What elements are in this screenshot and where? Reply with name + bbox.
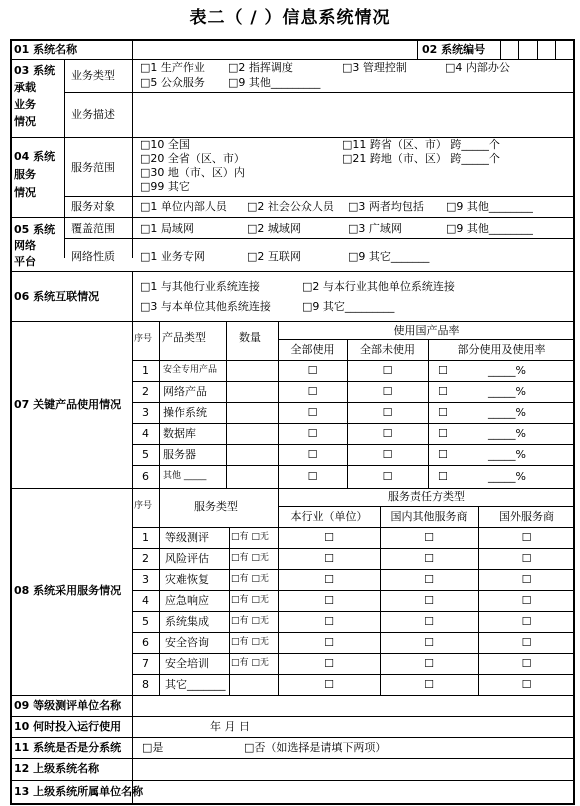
checkbox-icon: ☐ bbox=[438, 470, 448, 483]
percent-field: _____% bbox=[488, 427, 526, 440]
col-none-used: 全部未使用 bbox=[360, 343, 415, 356]
eval-unit-label: 09 等级测评单位名称 bbox=[14, 699, 122, 712]
table-rule bbox=[417, 39, 418, 59]
page-title: 表二（ / ）信息系统情况 bbox=[189, 8, 391, 28]
product-row-type: 其他 _____ bbox=[163, 471, 207, 481]
percent-field: _____% bbox=[488, 448, 526, 461]
col-own-industry: 本行业（单位） bbox=[290, 510, 368, 523]
business-type-option: □4 内部办公 bbox=[445, 61, 510, 74]
checkbox-icon: ☐ bbox=[324, 552, 334, 565]
col-responsible: 服务责任方类型 bbox=[388, 490, 465, 503]
product-row-index: 5 bbox=[142, 448, 149, 461]
network-nature-option: □9 其它_______ bbox=[348, 250, 430, 263]
service-row-index: 4 bbox=[142, 594, 149, 607]
table-rule bbox=[159, 488, 160, 695]
table-rule bbox=[159, 321, 160, 488]
checkbox-icon: ☐ bbox=[521, 594, 532, 607]
has-service-option: □有 □无 bbox=[231, 616, 269, 626]
coverage-option: □9 其他________ bbox=[446, 222, 533, 235]
table-rule bbox=[132, 360, 575, 361]
percent-field: _____% bbox=[488, 406, 526, 419]
service-row-type: 应急响应 bbox=[165, 594, 209, 607]
table-rule bbox=[64, 59, 65, 258]
service-row-index: 3 bbox=[142, 573, 149, 586]
service-section-label: 情况 bbox=[14, 186, 36, 199]
service-section-label: 服务 bbox=[14, 168, 36, 181]
interconnect-option: □1 与其他行业系统连接 bbox=[140, 280, 260, 293]
col-domestic-rate: 使用国产品率 bbox=[393, 324, 460, 337]
service-section-label: 04 系统 bbox=[14, 150, 56, 163]
col-service-type: 服务类型 bbox=[194, 500, 238, 513]
system-name-label: 01 系统名称 bbox=[14, 43, 78, 56]
has-service-option: □有 □无 bbox=[231, 637, 269, 647]
business-desc-label: 业务描述 bbox=[71, 108, 115, 121]
checkbox-icon: ☐ bbox=[521, 531, 532, 544]
table-rule bbox=[10, 217, 575, 218]
checkbox-icon: ☐ bbox=[324, 657, 334, 670]
service-scope-option: □30 地（市、区）内 bbox=[140, 166, 245, 179]
service-row-index: 8 bbox=[142, 678, 149, 691]
col-foreign: 国外服务商 bbox=[499, 510, 554, 523]
checkbox-icon: ☐ bbox=[307, 470, 318, 483]
business-section-label: 03 系统 bbox=[14, 64, 56, 77]
business-section-label: 业务 bbox=[14, 98, 36, 111]
checkbox-icon: ☐ bbox=[424, 552, 434, 565]
table-rule bbox=[132, 569, 575, 570]
has-service-option: □有 □无 bbox=[231, 658, 269, 668]
business-type-option: □9 其他_________ bbox=[228, 76, 321, 89]
service-scope-option: □21 跨地（市、区） 跨_____个 bbox=[342, 152, 500, 165]
checkbox-icon: ☐ bbox=[324, 678, 334, 691]
business-type-option: □2 指挥调度 bbox=[228, 61, 293, 74]
coverage-option: □3 广域网 bbox=[348, 222, 402, 235]
checkbox-icon: ☐ bbox=[424, 636, 434, 649]
checkbox-icon: ☐ bbox=[521, 657, 532, 670]
table-rule bbox=[132, 653, 575, 654]
coverage-option: □2 城域网 bbox=[247, 222, 301, 235]
network-section-label: 平台 bbox=[14, 255, 36, 268]
has-service-option: □有 □无 bbox=[231, 595, 269, 605]
table-rule bbox=[132, 59, 133, 258]
table-rule bbox=[132, 611, 575, 612]
table-rule bbox=[10, 321, 575, 322]
checkbox-icon: ☐ bbox=[521, 678, 532, 691]
product-row-index: 2 bbox=[142, 385, 149, 398]
coverage-label: 覆盖范围 bbox=[71, 222, 115, 235]
has-service-option: □有 □无 bbox=[231, 532, 269, 542]
table-rule bbox=[64, 238, 575, 239]
business-section-label: 承载 bbox=[14, 81, 36, 94]
parent-unit-label: 13 上级系统所属单位名称 bbox=[14, 785, 144, 798]
checkbox-icon: ☐ bbox=[324, 636, 334, 649]
table-rule bbox=[132, 423, 575, 424]
service-row-index: 7 bbox=[142, 657, 149, 670]
service-object-option: □1 单位内部人员 bbox=[140, 200, 227, 213]
checkbox-icon: ☐ bbox=[382, 406, 393, 419]
product-row-index: 6 bbox=[142, 470, 149, 483]
checkbox-icon: ☐ bbox=[382, 470, 393, 483]
checkbox-icon: ☐ bbox=[324, 615, 334, 628]
service-row-type: 安全培训 bbox=[165, 657, 209, 670]
service-row-index: 2 bbox=[142, 552, 149, 565]
start-date-field: 年 月 日 bbox=[210, 720, 250, 733]
table-rule bbox=[10, 59, 575, 60]
network-nature-label: 网络性质 bbox=[71, 250, 115, 263]
table-rule bbox=[537, 39, 538, 59]
service-scope-option: □11 跨省（区、市） 跨_____个 bbox=[342, 138, 500, 151]
service-row-type: 等级测评 bbox=[165, 531, 209, 544]
service-row-index: 6 bbox=[142, 636, 149, 649]
service-row-type: 其它_______ bbox=[165, 678, 226, 691]
has-service-option: □有 □无 bbox=[231, 574, 269, 584]
col-all-used: 全部使用 bbox=[290, 343, 335, 356]
col-partial-used: 部分使用及使用率 bbox=[457, 343, 546, 356]
business-type-label: 业务类型 bbox=[71, 69, 115, 82]
table-rule bbox=[10, 695, 575, 696]
table-rule bbox=[132, 632, 575, 633]
table-rule bbox=[132, 271, 133, 321]
table-rule bbox=[132, 381, 575, 382]
service-row-index: 5 bbox=[142, 615, 149, 628]
service-scope-option: □10 全国 bbox=[140, 138, 190, 151]
business-section-label: 情况 bbox=[14, 115, 36, 128]
checkbox-icon: ☐ bbox=[438, 448, 448, 461]
table-rule bbox=[132, 548, 575, 549]
network-nature-option: □1 业务专网 bbox=[140, 250, 205, 263]
checkbox-icon: ☐ bbox=[324, 531, 334, 544]
table-rule bbox=[518, 39, 519, 59]
interconnect-label: 06 系统互联情况 bbox=[14, 290, 100, 303]
table-rule bbox=[132, 321, 133, 488]
product-row-index: 4 bbox=[142, 427, 149, 440]
checkbox-icon: ☐ bbox=[424, 573, 434, 586]
table-rule bbox=[132, 590, 575, 591]
percent-field: _____% bbox=[488, 470, 526, 483]
checkbox-icon: ☐ bbox=[424, 594, 434, 607]
checkbox-icon: ☐ bbox=[382, 427, 393, 440]
table-rule bbox=[555, 39, 556, 59]
checkbox-icon: ☐ bbox=[382, 385, 393, 398]
service-scope-option: □99 其它 bbox=[140, 180, 190, 193]
checkbox-icon: ☐ bbox=[324, 594, 334, 607]
table-rule bbox=[64, 196, 575, 197]
product-row-index: 1 bbox=[142, 364, 149, 377]
service-row-index: 1 bbox=[142, 531, 149, 544]
product-row-type: 数据库 bbox=[163, 427, 196, 440]
service-object-option: □9 其他________ bbox=[446, 200, 533, 213]
table-rule bbox=[10, 271, 575, 272]
key-product-label: 07 关键产品使用情况 bbox=[14, 398, 122, 411]
table-rule bbox=[10, 39, 12, 805]
table-rule bbox=[132, 402, 575, 403]
table-rule bbox=[10, 488, 575, 489]
network-section-label: 05 系统 bbox=[14, 223, 56, 236]
table-rule bbox=[10, 780, 575, 781]
coverage-option: □1 局域网 bbox=[140, 222, 194, 235]
checkbox-icon: ☐ bbox=[521, 615, 532, 628]
checkbox-icon: ☐ bbox=[438, 364, 448, 377]
checkbox-icon: ☐ bbox=[424, 615, 434, 628]
col-product-type: 产品类型 bbox=[162, 331, 206, 344]
checkbox-icon: ☐ bbox=[424, 678, 434, 691]
table-rule bbox=[10, 716, 575, 717]
col-seq: 序号 bbox=[134, 334, 153, 344]
table-rule bbox=[132, 39, 133, 59]
table-rule bbox=[500, 39, 501, 59]
service-row-type: 灾难恢复 bbox=[165, 573, 209, 586]
product-row-index: 3 bbox=[142, 406, 149, 419]
checkbox-icon: ☐ bbox=[324, 573, 334, 586]
subsystem-yes-option: □是 bbox=[142, 741, 164, 754]
table-rule bbox=[10, 758, 575, 759]
table-rule bbox=[132, 465, 575, 466]
table-rule bbox=[132, 527, 575, 528]
product-row-type: 服务器 bbox=[163, 448, 196, 461]
interconnect-option: □9 其它_________ bbox=[302, 300, 395, 313]
table-rule bbox=[132, 674, 575, 675]
interconnect-option: □3 与本单位其他系统连接 bbox=[140, 300, 271, 313]
checkbox-icon: ☐ bbox=[438, 385, 448, 398]
parent-system-label: 12 上级系统名称 bbox=[14, 762, 100, 775]
percent-field: _____% bbox=[488, 385, 526, 398]
subsystem-no-option: □否（如选择是请填下两项） bbox=[244, 741, 387, 754]
start-date-label: 10 何时投入运行使用 bbox=[14, 720, 122, 733]
checkbox-icon: ☐ bbox=[424, 657, 434, 670]
business-type-option: □3 管理控制 bbox=[342, 61, 407, 74]
checkbox-icon: ☐ bbox=[307, 427, 318, 440]
has-service-option: □有 □无 bbox=[231, 553, 269, 563]
col-domestic: 国内其他服务商 bbox=[390, 510, 468, 523]
table-rule bbox=[10, 39, 575, 41]
subsystem-label: 11 系统是否是分系统 bbox=[14, 741, 122, 754]
interconnect-option: □2 与本行业其他单位系统连接 bbox=[302, 280, 455, 293]
checkbox-icon: ☐ bbox=[382, 448, 393, 461]
network-section-label: 网络 bbox=[14, 239, 36, 252]
product-row-type: 网络产品 bbox=[163, 385, 207, 398]
service-used-label: 08 系统采用服务情况 bbox=[14, 584, 122, 597]
business-type-option: □5 公众服务 bbox=[140, 76, 205, 89]
table-rule bbox=[278, 339, 575, 340]
checkbox-icon: ☐ bbox=[382, 364, 393, 377]
checkbox-icon: ☐ bbox=[521, 552, 532, 565]
checkbox-icon: ☐ bbox=[307, 406, 318, 419]
product-row-type: 安全专用产品 bbox=[163, 365, 218, 375]
table-rule bbox=[10, 737, 575, 738]
checkbox-icon: ☐ bbox=[424, 531, 434, 544]
checkbox-icon: ☐ bbox=[521, 573, 532, 586]
table-rule bbox=[226, 321, 227, 488]
service-row-type: 风险评估 bbox=[165, 552, 209, 565]
checkbox-icon: ☐ bbox=[307, 448, 318, 461]
table-rule bbox=[64, 92, 575, 93]
checkbox-icon: ☐ bbox=[307, 364, 318, 377]
service-object-option: □2 社会公众人员 bbox=[247, 200, 334, 213]
service-scope-label: 服务范围 bbox=[71, 161, 115, 174]
percent-field: _____% bbox=[488, 364, 526, 377]
checkbox-icon: ☐ bbox=[438, 406, 448, 419]
checkbox-icon: ☐ bbox=[521, 636, 532, 649]
table-rule bbox=[132, 444, 575, 445]
service-row-type: 安全咨询 bbox=[165, 636, 209, 649]
table-rule bbox=[10, 803, 575, 805]
col-seq: 序号 bbox=[134, 501, 153, 511]
service-object-label: 服务对象 bbox=[71, 200, 115, 213]
business-type-option: □1 生产作业 bbox=[140, 61, 205, 74]
network-nature-option: □2 互联网 bbox=[247, 250, 301, 263]
service-row-type: 系统集成 bbox=[165, 615, 209, 628]
checkbox-icon: ☐ bbox=[438, 427, 448, 440]
service-object-option: □3 两者均包括 bbox=[348, 200, 424, 213]
service-scope-option: □20 全省（区、市） bbox=[140, 152, 245, 165]
col-quantity: 数量 bbox=[239, 331, 261, 344]
product-row-type: 操作系统 bbox=[163, 406, 207, 419]
checkbox-icon: ☐ bbox=[307, 385, 318, 398]
table-rule bbox=[278, 506, 575, 507]
system-code-label: 02 系统编号 bbox=[422, 43, 486, 56]
